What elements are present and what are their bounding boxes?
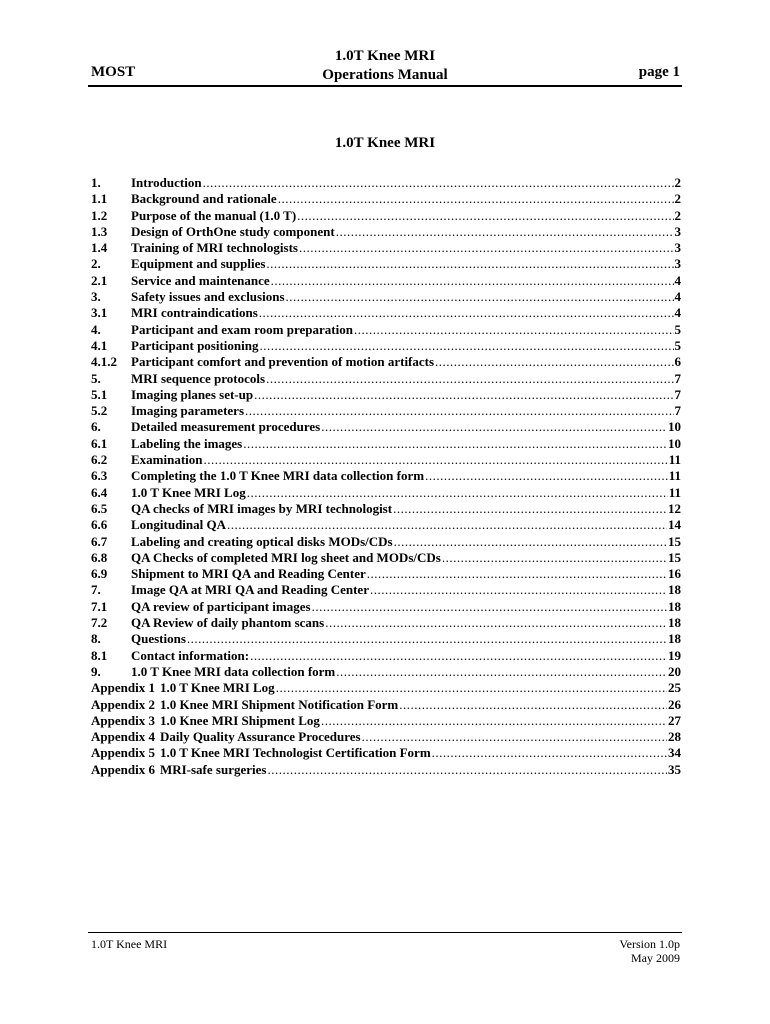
toc-entry-title: QA Checks of completed MRI log sheet and MODs/CDs: [131, 549, 441, 565]
toc-entry-page: 5: [674, 337, 681, 353]
toc-entry[interactable]: [91, 615, 681, 631]
toc-entry-number: 7.1: [91, 598, 108, 614]
toc-entry[interactable]: [91, 599, 681, 615]
toc-dot-leader: [325, 615, 667, 631]
toc-entry[interactable]: [91, 224, 681, 240]
toc-dot-leader: [399, 697, 667, 713]
toc-entry-title: Labeling the images: [131, 435, 243, 451]
toc-entry-title: 1.0 T Knee MRI Log: [131, 484, 246, 500]
toc-entry-title: Imaging planes set-up: [131, 386, 254, 402]
toc-dot-leader: [243, 436, 667, 452]
toc-dot-leader: [276, 680, 667, 696]
header-center: [305, 47, 465, 85]
toc-entry-number: 7.2: [91, 615, 108, 631]
toc-entry-page: 11: [668, 484, 681, 500]
toc-dot-leader: [266, 256, 673, 272]
toc-dot-leader: [367, 566, 667, 582]
toc-entry[interactable]: [91, 273, 681, 289]
toc-entry[interactable]: [91, 713, 681, 729]
toc-entry-title: Image QA at MRI QA and Reading Center: [131, 582, 369, 598]
toc-entry-number: 7.: [91, 582, 101, 598]
toc-dot-leader: [299, 240, 674, 256]
toc-entry-title: Contact information:: [131, 647, 250, 663]
toc-entry[interactable]: [91, 468, 681, 484]
toc-entry[interactable]: [91, 664, 681, 680]
toc-entry-page: 2: [674, 207, 681, 223]
toc-entry-number: 5.: [91, 370, 101, 386]
toc-entry[interactable]: [91, 582, 681, 598]
toc-entry[interactable]: [91, 208, 681, 224]
toc-entry[interactable]: [91, 305, 681, 321]
toc-entry-number: 8.1: [91, 647, 108, 663]
toc-entry-number: 6.3: [91, 468, 108, 484]
header-divider: [88, 85, 682, 87]
toc-entry-number: 1.1: [91, 191, 108, 207]
toc-entry-page: 35: [668, 761, 681, 777]
toc-entry[interactable]: [91, 648, 681, 664]
toc-entry-page: 3: [674, 256, 681, 272]
toc-dot-leader: [425, 468, 668, 484]
toc-entry-number: 6.8: [91, 549, 108, 565]
toc-entry-number: 6.1: [91, 435, 108, 451]
toc-entry-title: Training of MRI technologists: [131, 240, 298, 256]
toc-entry-page: 18: [668, 631, 681, 647]
header-title: 1.0T Knee MRI: [334, 48, 436, 64]
document-title: 1.0T Knee MRI: [334, 135, 436, 151]
toc-entry-number: 1.: [91, 175, 101, 190]
toc-entry-page: 3: [674, 223, 681, 239]
toc-dot-leader: [247, 485, 668, 501]
toc-entry-number: 1.2: [91, 207, 108, 223]
toc-entry-number: Appendix 4: [91, 729, 155, 745]
toc-entry-number: 1.4: [91, 240, 108, 256]
toc-entry[interactable]: [91, 697, 681, 713]
toc-dot-leader: [245, 403, 673, 419]
toc-entry-number: 6.: [91, 419, 101, 435]
toc-entry-number: 6.6: [91, 517, 108, 533]
toc-dot-leader: [203, 175, 674, 191]
toc-entry[interactable]: [91, 762, 681, 778]
toc-dot-leader: [432, 745, 667, 761]
toc-entry[interactable]: [91, 371, 681, 387]
toc-entry-page: 26: [668, 696, 681, 712]
toc-entry-number: Appendix 6: [91, 761, 155, 777]
toc-entry-title: 1.0 Knee MRI Shipment Notification Form: [159, 696, 399, 712]
toc-entry-page: 20: [668, 663, 681, 679]
toc-entry-number: Appendix 5: [91, 745, 155, 761]
toc-dot-leader: [435, 354, 673, 370]
toc-entry-page: 2: [674, 175, 681, 190]
toc-entry-number: 6.5: [91, 500, 108, 516]
toc-entry[interactable]: [91, 322, 681, 338]
toc-dot-leader: [286, 289, 674, 305]
toc-entry-number: 8.: [91, 631, 101, 647]
header-left: MOST: [91, 64, 136, 80]
toc-entry-number: 6.4: [91, 484, 108, 500]
toc-entry-title: Introduction: [131, 175, 202, 190]
toc-entry-number: 2.: [91, 256, 101, 272]
toc-entry[interactable]: [91, 729, 681, 745]
footer-date: May 2009: [631, 951, 680, 965]
toc-entry[interactable]: [91, 387, 681, 403]
toc-entry-page: 14: [668, 517, 681, 533]
toc-entry[interactable]: [91, 240, 681, 256]
toc-entry-page: 7: [674, 370, 681, 386]
toc-entry[interactable]: [91, 419, 681, 435]
toc-entry-number: 3.: [91, 289, 101, 305]
toc-entry-number: 5.2: [91, 403, 108, 419]
toc-entry-number: Appendix 3: [91, 712, 155, 728]
toc-entry-title: Safety issues and exclusions: [131, 289, 285, 305]
toc-dot-leader: [370, 582, 667, 598]
toc-entry-number: 4.: [91, 321, 101, 337]
toc-entry-title: Participant and exam room preparation: [131, 321, 353, 337]
toc-dot-leader: [336, 664, 667, 680]
toc-entry[interactable]: [91, 680, 681, 696]
toc-entry-page: 6: [674, 354, 681, 370]
toc-entry-page: 18: [668, 615, 681, 631]
toc-entry-title: Questions: [131, 631, 186, 647]
toc-entry[interactable]: [91, 485, 681, 501]
toc-dot-leader: [266, 371, 673, 387]
header-subtitle: Operations Manual: [322, 67, 448, 83]
toc-entry-number: 9.: [91, 663, 101, 679]
toc-entry-page: 18: [668, 598, 681, 614]
toc-entry-title: MRI-safe surgeries: [159, 761, 267, 777]
toc-entry[interactable]: [91, 403, 681, 419]
toc-entry-title: 1.0 T Knee MRI Log: [159, 680, 275, 696]
toc-entry-title: 1.0 Knee MRI Shipment Log: [159, 712, 320, 728]
toc-dot-leader: [393, 501, 667, 517]
toc-entry-page: 11: [668, 452, 681, 468]
toc-dot-leader: [204, 452, 668, 468]
toc-entry-title: Background and rationale: [131, 191, 277, 207]
toc-dot-leader: [254, 387, 673, 403]
toc-entry[interactable]: [91, 436, 681, 452]
toc-dot-leader: [271, 273, 674, 289]
toc-entry[interactable]: [91, 534, 681, 550]
toc-entry-title: Labeling and creating optical disks MODs/CDs: [131, 533, 393, 549]
toc-entry-title: Imaging parameters: [131, 403, 245, 419]
toc-entry-page: 10: [668, 419, 681, 435]
footer-left: 1.0T Knee MRI: [91, 937, 168, 951]
toc-entry-page: 28: [668, 729, 681, 745]
toc-entry-title: QA checks of MRI images by MRI technologist: [131, 500, 393, 516]
toc-entry-page: 16: [668, 566, 681, 582]
toc-dot-leader: [267, 762, 667, 778]
toc-dot-leader: [336, 224, 674, 240]
toc-entry-title: MRI sequence protocols: [131, 370, 266, 386]
toc-entry[interactable]: [91, 338, 681, 354]
toc-entry-page: 4: [674, 305, 681, 321]
toc-dot-leader: [227, 517, 667, 533]
toc-entry-page: 7: [674, 386, 681, 402]
toc-dot-leader: [321, 713, 667, 729]
toc-entry-title: Purpose of the manual (1.0 T): [131, 207, 297, 223]
toc-entry-number: 4.1.2: [91, 354, 117, 370]
toc-entry-page: 10: [668, 435, 681, 451]
footer-right: [619, 937, 680, 965]
toc-entry-title: 1.0 T Knee MRI Technologist Certification Form: [159, 745, 431, 761]
header-page-number: page 1: [638, 64, 680, 80]
toc-entry-number: 4.1: [91, 337, 108, 353]
toc-entry-number: 3.1: [91, 305, 108, 321]
toc-entry-page: 15: [668, 533, 681, 549]
toc-entry-number: 6.7: [91, 533, 108, 549]
toc-entry-page: 11: [668, 468, 681, 484]
toc-entry[interactable]: [91, 550, 681, 566]
toc-entry-page: 5: [674, 321, 681, 337]
toc-entry[interactable]: [91, 631, 681, 647]
toc-entry-page: 18: [668, 582, 681, 598]
toc-dot-leader: [321, 419, 667, 435]
toc-dot-leader: [260, 338, 674, 354]
toc-dot-leader: [278, 191, 674, 207]
toc-dot-leader: [312, 599, 667, 615]
toc-entry-title: Daily Quality Assurance Procedures: [159, 729, 361, 745]
footer-version: Version 1.0p: [619, 937, 680, 951]
toc-entry-page: 2: [674, 191, 681, 207]
table-of-contents: [91, 175, 681, 778]
toc-entry-title: Shipment to MRI QA and Reading Center: [131, 566, 366, 582]
toc-entry-title: Longitudinal QA: [131, 517, 227, 533]
toc-entry[interactable]: [91, 745, 681, 761]
toc-entry-page: 4: [674, 272, 681, 288]
toc-dot-leader: [354, 322, 674, 338]
toc-entry-page: 25: [668, 680, 681, 696]
toc-entry-title: 1.0 T Knee MRI data collection form: [131, 663, 336, 679]
toc-entry[interactable]: [91, 501, 681, 517]
toc-entry[interactable]: [91, 191, 681, 207]
toc-entry-title: QA review of participant images: [131, 598, 311, 614]
toc-entry-title: MRI contraindications: [131, 305, 258, 321]
toc-dot-leader: [442, 550, 667, 566]
toc-entry[interactable]: [91, 517, 681, 533]
toc-entry[interactable]: [91, 354, 681, 370]
toc-entry[interactable]: [91, 175, 681, 191]
toc-entry-title: Completing the 1.0 T Knee MRI data collection form: [131, 468, 425, 484]
toc-entry-title: Examination: [131, 452, 203, 468]
toc-entry[interactable]: [91, 289, 681, 305]
toc-entry[interactable]: [91, 256, 681, 272]
toc-entry-number: 1.3: [91, 223, 108, 239]
toc-entry-title: QA Review of daily phantom scans: [131, 615, 325, 631]
toc-entry-title: Equipment and supplies: [131, 256, 266, 272]
toc-entry-page: 7: [674, 403, 681, 419]
toc-entry-number: 5.1: [91, 386, 108, 402]
toc-entry-title: Participant comfort and prevention of motion artifacts: [131, 354, 435, 370]
toc-dot-leader: [250, 648, 667, 664]
toc-entry-number: Appendix 1: [91, 680, 155, 696]
toc-dot-leader: [362, 729, 667, 745]
toc-entry-page: 3: [674, 240, 681, 256]
toc-entry[interactable]: [91, 452, 681, 468]
footer-divider: [88, 932, 682, 933]
toc-dot-leader: [187, 631, 667, 647]
toc-entry-number: 2.1: [91, 272, 108, 288]
toc-entry-title: Design of OrthOne study component: [131, 223, 335, 239]
toc-dot-leader: [297, 208, 673, 224]
toc-entry-title: Participant positioning: [131, 337, 259, 353]
toc-entry-title: Service and maintenance: [131, 272, 270, 288]
toc-dot-leader: [259, 305, 674, 321]
toc-entry-title: Detailed measurement procedures: [131, 419, 321, 435]
toc-entry-number: Appendix 2: [91, 696, 155, 712]
toc-entry-page: 19: [668, 647, 681, 663]
toc-entry-page: 27: [668, 712, 681, 728]
toc-entry-number: 6.2: [91, 452, 108, 468]
toc-dot-leader: [394, 534, 667, 550]
toc-entry[interactable]: [91, 566, 681, 582]
toc-entry-page: 15: [668, 549, 681, 565]
toc-entry-page: 34: [668, 745, 681, 761]
toc-entry-page: 4: [674, 289, 681, 305]
toc-entry-number: 6.9: [91, 566, 108, 582]
toc-entry-page: 12: [668, 500, 681, 516]
